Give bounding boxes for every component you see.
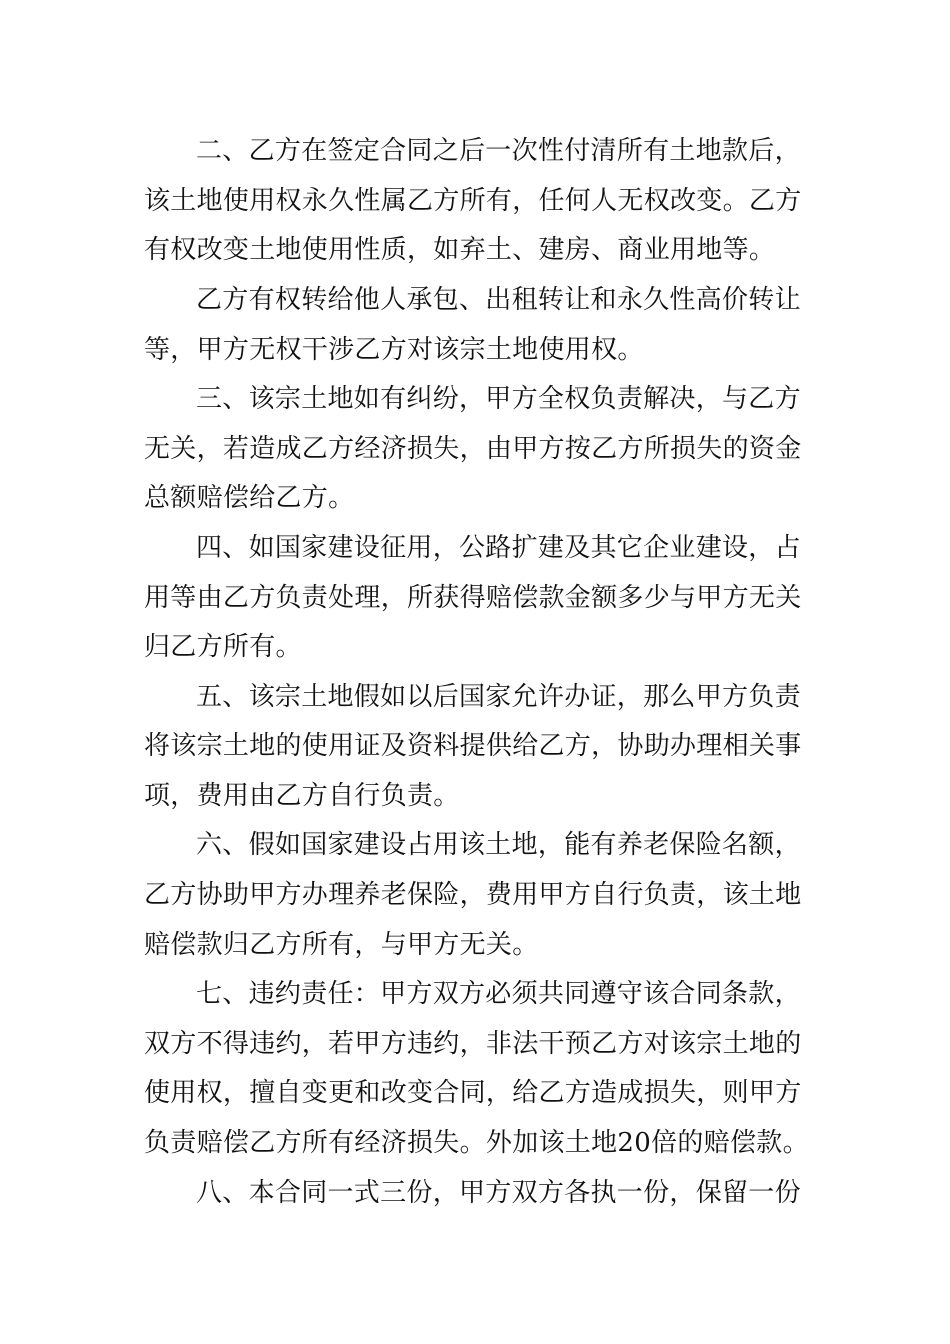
paragraph-4-line-1: 四、如国家建设征用，公路扩建及其它企业建设，占 <box>196 533 801 563</box>
paragraph-7-line-2: 双方不得违约，若甲方违约，非法干预乙方对该宗土地的 <box>144 1029 802 1059</box>
paragraph-3-line-3: 总额赔偿给乙方。 <box>144 483 355 513</box>
paragraph-5-line-1: 五、该宗土地假如以后国家允许办证，那么甲方负责 <box>196 682 801 712</box>
paragraph-transfer-line-1: 乙方有权转给他人承包、出租转让和永久性高价转让 <box>196 285 801 315</box>
paragraph-2-line-3: 有权改变土地使用性质，如弃土、建房、商业用地等。 <box>144 235 776 265</box>
paragraph-8-line-1: 八、本合同一式三份，甲方双方各执一份，保留一份 <box>196 1178 801 1208</box>
paragraph-7-line-3: 使用权，擅自变更和改变合同，给乙方造成损失，则甲方 <box>144 1078 802 1108</box>
paragraph-4-line-3: 归乙方所有。 <box>144 632 302 662</box>
paragraph-3-line-1: 三、该宗土地如有纠纷，甲方全权负责解决，与乙方 <box>196 384 801 414</box>
paragraph-6-line-1: 六、假如国家建设占用该土地，能有养老保险名额， <box>196 830 801 860</box>
paragraph-2-line-1: 二、乙方在签定合同之后一次性付清所有土地款后， <box>196 136 801 166</box>
paragraph-6-line-2: 乙方协助甲方办理养老保险，费用甲方自行负责，该土地 <box>144 880 802 910</box>
paragraph-5-line-3: 项，费用由乙方自行负责。 <box>144 781 460 811</box>
paragraph-7-line-4: 负责赔偿乙方所有经济损失。外加该土地20倍的赔偿款。 <box>144 1128 809 1158</box>
paragraph-transfer-line-2: 等，甲方无权干涉乙方对该宗土地使用权。 <box>144 335 644 365</box>
paragraph-7-line-1: 七、违约责任：甲方双方必须共同遵守该合同条款， <box>196 979 801 1009</box>
paragraph-6-line-3: 赔偿款归乙方所有，与甲方无关。 <box>144 930 539 960</box>
paragraph-3-line-2: 无关，若造成乙方经济损失，由甲方按乙方所损失的资金 <box>144 434 802 464</box>
paragraph-5-line-2: 将该宗土地的使用证及资料提供给乙方，协助办理相关事 <box>144 731 802 761</box>
paragraph-2-line-2: 该土地使用权永久性属乙方所有，任何人无权改变。乙方 <box>144 186 802 216</box>
paragraph-4-line-2: 用等由乙方负责处理，所获得赔偿款金额多少与甲方无关 <box>144 583 802 613</box>
